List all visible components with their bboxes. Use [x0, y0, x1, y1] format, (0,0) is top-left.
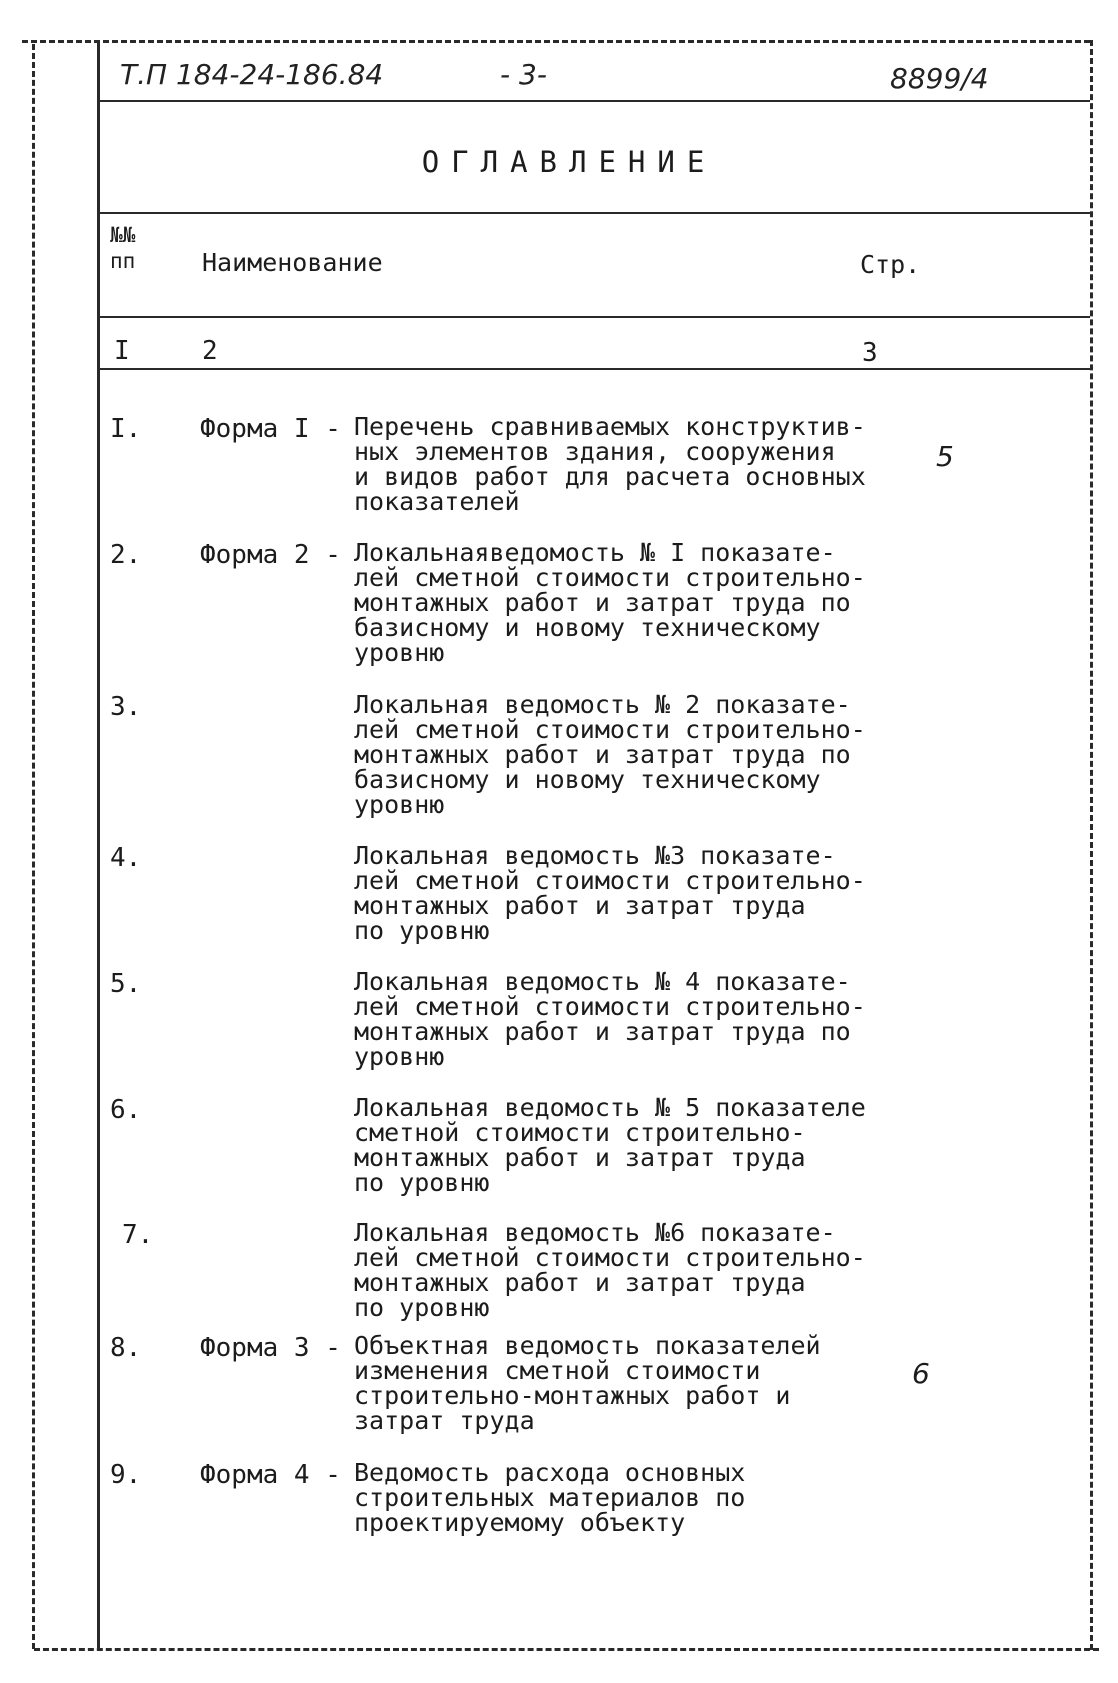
column-number-3: 3	[862, 338, 878, 368]
margin-line	[97, 40, 100, 1650]
item-title: Локальная ведомость № 5 показателе сметной стоимости строительно- монтажных работ и затрат труда по уровню	[354, 1093, 866, 1197]
item-title: Локальнаяведомость № I показате- лей сметной стоимости строительно- монтажных работ и затрат труда по базисному и новому техническому уровню	[354, 538, 866, 667]
item-title: Перечень сравниваемых конструктив- ных элементов здания, сооружения и видов работ для расчета основных показателей	[354, 412, 866, 516]
header-divider	[99, 100, 1090, 102]
item-title: Локальная ведомость №6 показате- лей сметной стоимости строительно- монтажных работ и затрат труда по уровню	[354, 1218, 866, 1322]
header-page-column: Стр.	[860, 250, 921, 279]
item-form: Форма I -	[200, 414, 341, 444]
item-number: 8.	[110, 1333, 142, 1363]
item-number: 3.	[110, 692, 142, 722]
item-form: Форма 4 -	[200, 1460, 341, 1490]
item-number: 4.	[110, 843, 142, 873]
item-number: 6.	[110, 1095, 142, 1125]
item-title: Локальная ведомость № 4 показате- лей сметной стоимости строительно- монтажных работ и затрат труда по уровню	[354, 967, 866, 1071]
item-number: 7.	[122, 1220, 154, 1250]
item-number: I.	[110, 414, 142, 444]
item-number: 9.	[110, 1460, 142, 1490]
item-form: Форма 2 -	[200, 540, 341, 570]
item-form: Форма 3 -	[200, 1333, 341, 1363]
page-title: ОГЛАВЛЕНИЕ	[421, 145, 717, 179]
archive-number: 8899/4	[890, 62, 989, 95]
frame-right-line	[1090, 40, 1093, 1650]
item-number: 2.	[110, 540, 142, 570]
frame-left-line	[32, 44, 35, 1649]
item-title: Объектная ведомость показателей изменения сметной стоимости строительно-монтажных работ и затрат труда	[354, 1331, 821, 1435]
frame-bottom-line	[34, 1648, 1099, 1651]
header-name-column: Наименование	[202, 248, 383, 277]
table-header-bottom-rule	[99, 368, 1090, 370]
page-number: - 3-	[500, 58, 547, 91]
table-header-mid-rule	[99, 316, 1090, 318]
item-title: Локальная ведомость №3 показате- лей сметной стоимости строительно- монтажных работ и затрат труда по уровню	[354, 841, 866, 945]
item-page: 5	[936, 440, 954, 473]
frame-top-line	[22, 40, 1090, 43]
item-number: 5.	[110, 969, 142, 999]
column-number-1: I	[114, 336, 130, 366]
doc-code: Т.П 184-24-186.84	[120, 58, 384, 91]
item-title: Ведомость расхода основных строительных материалов по проектируемому объекту	[354, 1458, 746, 1537]
header-number-column: №№ пп	[110, 223, 136, 273]
table-header-top-rule	[99, 212, 1090, 214]
item-page: 6	[912, 1357, 930, 1390]
column-number-2: 2	[202, 336, 218, 366]
item-title: Локальная ведомость № 2 показате- лей сметной стоимости строительно- монтажных работ и затрат труда по базисному и новому техническому уровню	[354, 690, 866, 819]
